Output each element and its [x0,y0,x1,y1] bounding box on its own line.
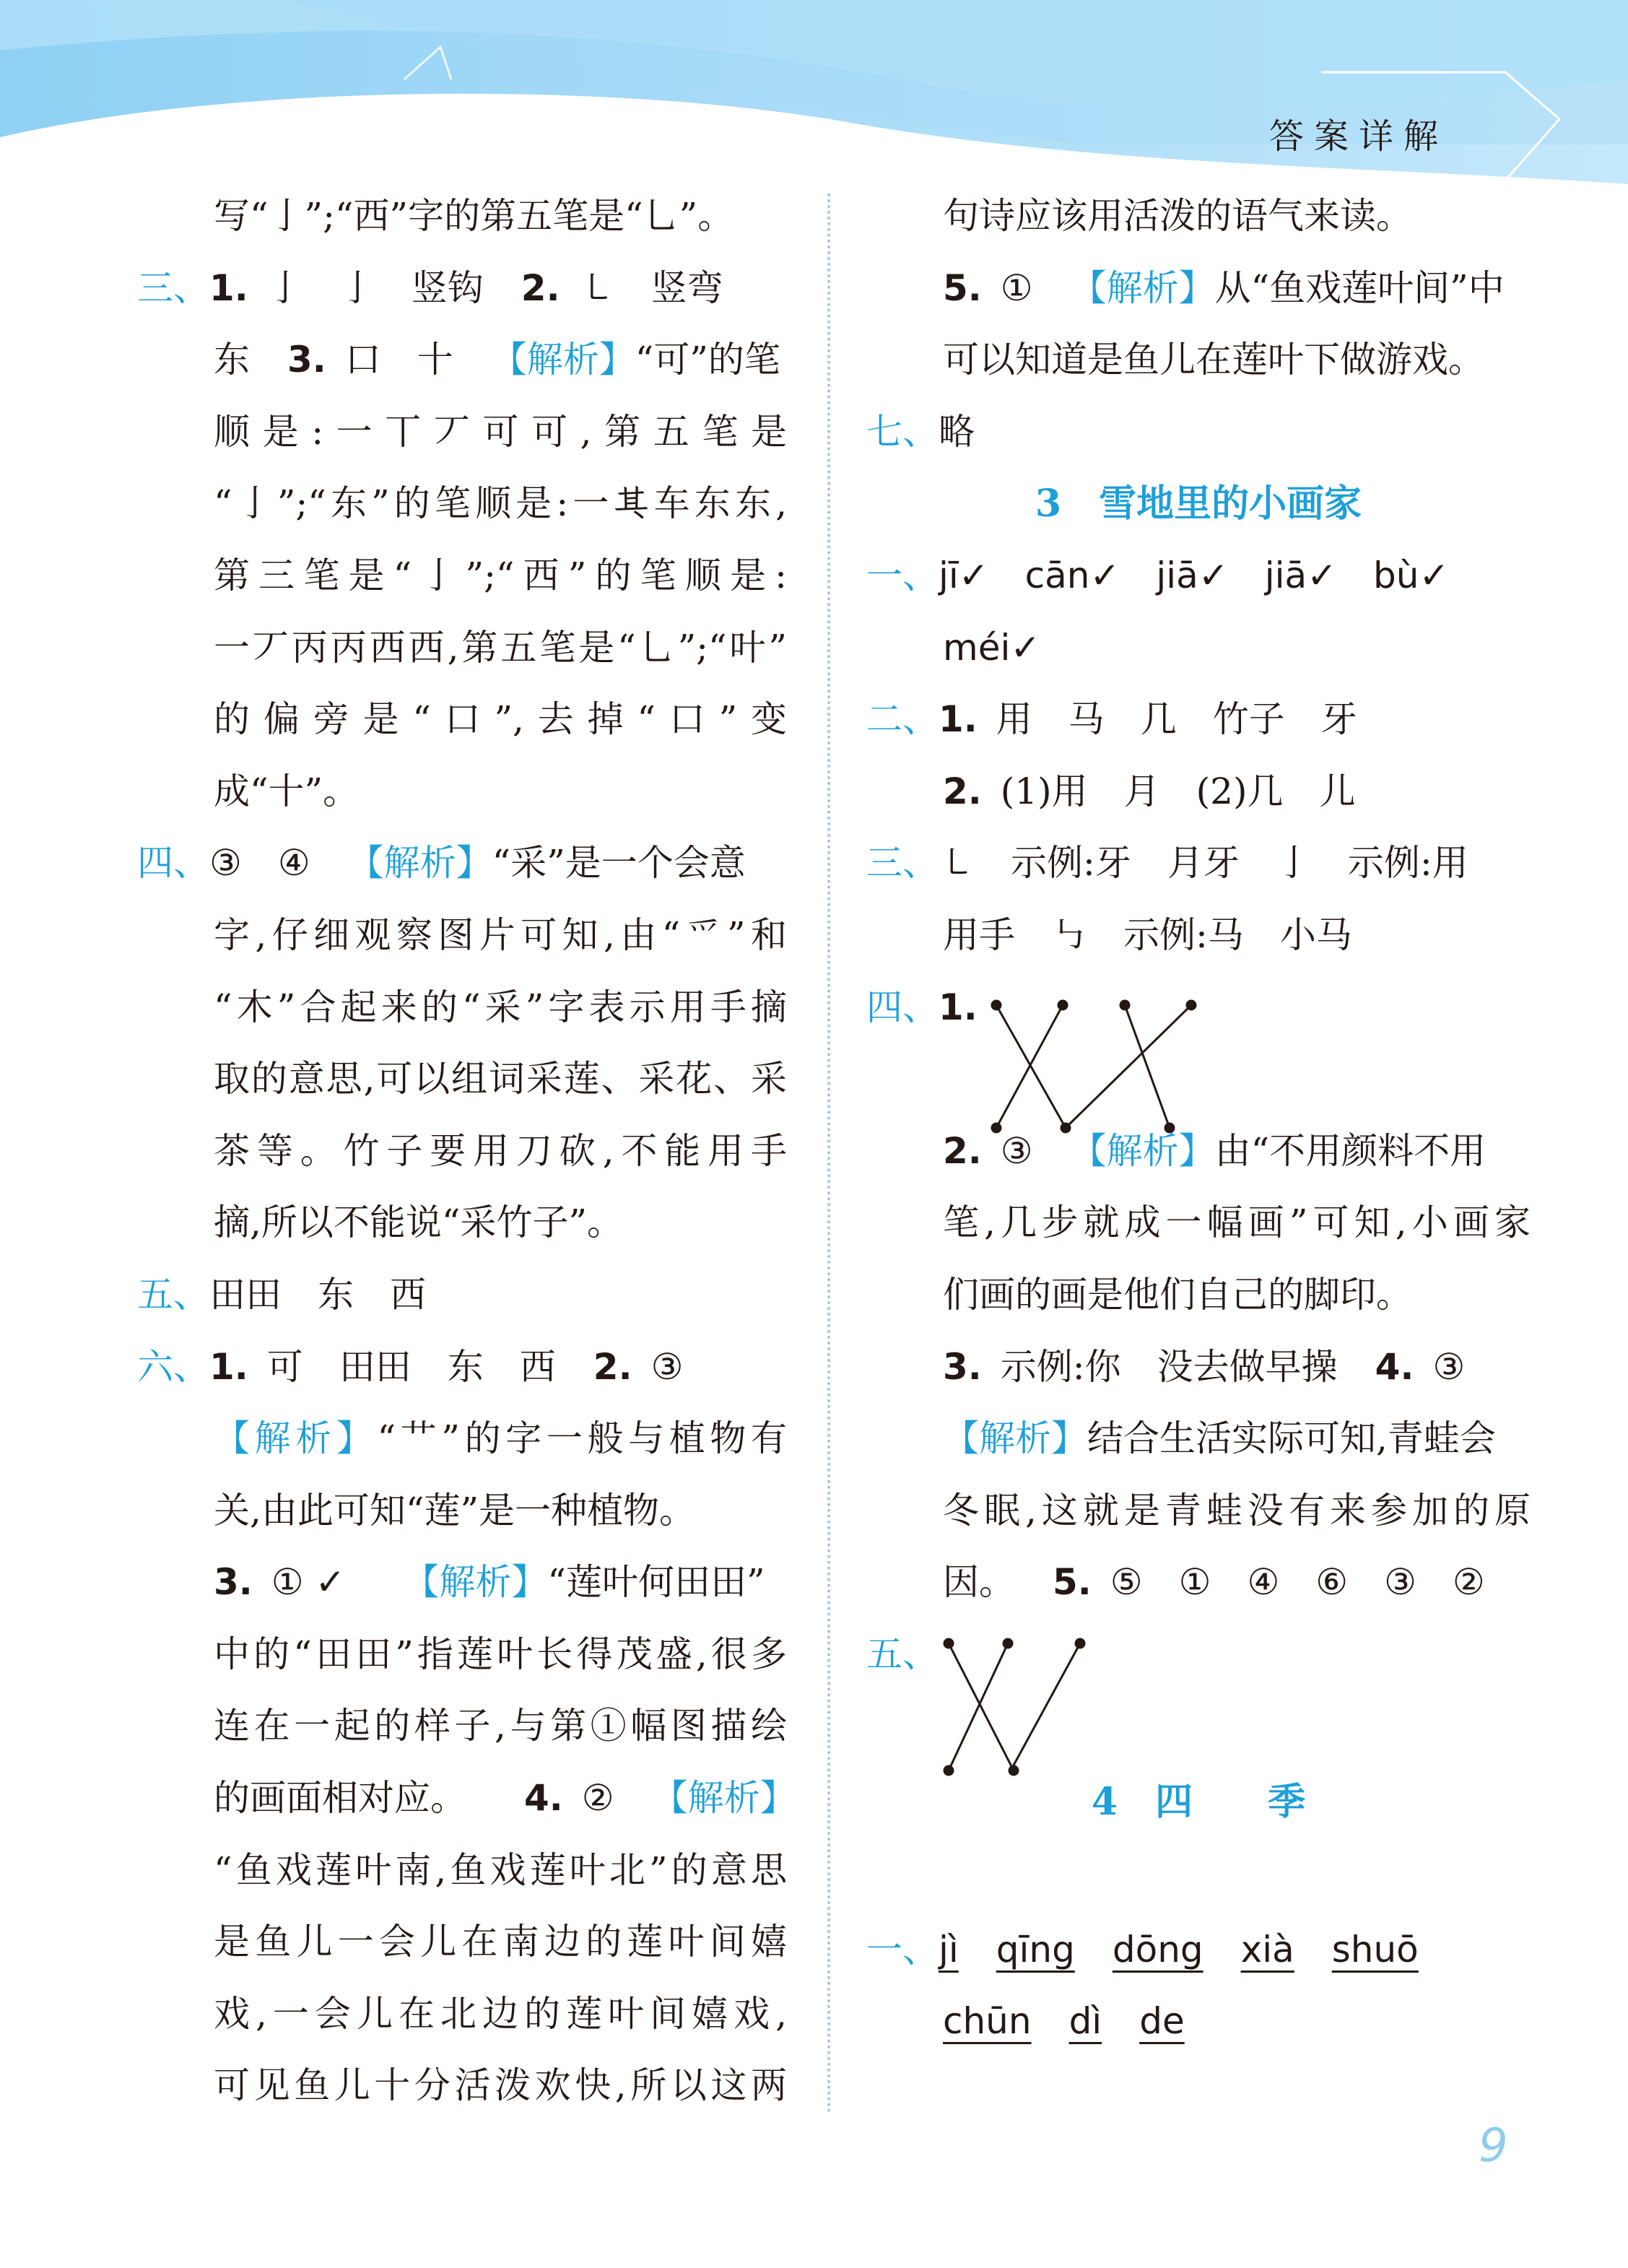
lesson-heading: 3 雪地里的小画家 [1035,482,1362,526]
item-number: 2. [943,770,982,812]
section-label: 五、 [866,1633,939,1675]
answer-text: ③ [1000,1129,1033,1172]
answer-text: 略 [939,410,975,453]
answer-text: (1)用 月 (2)几 儿 [1000,770,1356,812]
section-label: 七、 [866,410,939,453]
section-label: 五、 [137,1273,209,1316]
answer-text: ㇄ 竖弯 [578,266,723,309]
text-line: 冬眠,这就是青蛙没有来参加的原 [943,1489,1531,1531]
text-line [137,181,787,253]
section-label: 一、 [866,554,939,596]
answer-text: 由“不用颜料不用 [1214,1129,1486,1172]
answer-line [866,756,1531,828]
item-number: 3. [287,339,326,381]
text-line: 顺是:一丅丆可可,第五笔是 [214,410,787,453]
text-line: 的偏旁是“口”,去掉“口”变 [214,698,787,741]
analysis-label: 【解析】 [943,1417,1087,1460]
pinyin-answers: méi✓ [943,626,1041,669]
answer-text: 亅 亅 竖钩 [266,266,484,309]
answer-line [137,324,787,396]
text-line: 用手 ㇉ 示例:马 小马 [943,913,1352,956]
answer-line [866,1331,1531,1404]
answer-text: 因。 [943,1561,1015,1604]
section-label: 四、 [866,986,939,1028]
text-line: 摘,所以不能说“采竹子”。 [214,1202,624,1244]
section-label: 六、 [137,1345,209,1388]
right-column [866,181,1531,2058]
answer-line [866,972,1531,1044]
answer-line [137,253,787,325]
section-label: 二、 [866,698,939,741]
item-number: 3. [943,1345,982,1388]
answer-text: 结合生活实际可知,青蛙会 [1087,1417,1496,1460]
text-line: “亅”;“东”的笔顺是:一𠀪车东东, [214,482,787,525]
answer-line [137,1259,787,1331]
text-line: 成“十”。 [214,770,360,812]
item-number: 4. [524,1777,563,1820]
answer-text: ③ [1432,1345,1466,1388]
text-line: 是鱼儿一会儿在南边的莲叶间嬉 [214,1921,787,1963]
answer-text: “艹”的字一般与植物有 [377,1417,788,1460]
answer-line [866,684,1531,756]
text-line: “木”合起来的“采”字表示用手摘 [214,986,787,1028]
answer-text: ⑤ ① ④ ⑥ ③ ② [1110,1561,1485,1604]
answer-text: ㇄ 示例:牙 月牙 亅 示例:用 [939,842,1468,885]
answer-line [866,1619,1531,1691]
analysis-label: 【解析】 [214,1417,378,1460]
text-line: 关,由此可知“莲”是一种植物。 [214,1489,696,1531]
answer-line [137,1763,796,1835]
text-line: 可以知道是鱼儿在莲叶下做游戏。 [943,339,1484,381]
text-line: 第三笔是“亅”;“西”的笔顺是: [214,554,787,596]
text-line: 连在一起的样子,与第①幅图描绘 [214,1705,787,1747]
pinyin-answers: jī✓ cān✓ jiā✓ jiā✓ bù✓ [939,554,1450,596]
answer-line [866,1547,1531,1619]
analysis-label: 【解析】 [347,842,492,885]
answer-text: 的画面相对应。 [214,1777,466,1820]
answer-text: ① [1000,266,1033,309]
text-line: 茶等。竹子要用刀砍,不能用手 [214,1129,787,1172]
answer-line [866,540,1531,612]
answer-line [866,253,1531,325]
text-line: 句诗应该用活泼的语气来读。 [943,195,1412,237]
pinyin-blank: dì [1068,2000,1102,2043]
item-number: 5. [1053,1561,1092,1604]
item-number: 2. [593,1345,632,1388]
answer-text: 田田 东 西 [209,1273,426,1316]
text-line: 们画的画是他们自己的脚印。 [943,1273,1412,1316]
pinyin-row [866,1986,1531,2058]
pinyin-row [866,1914,1531,1986]
answer-text: “采”是一个会意 [492,842,746,885]
answer-text: ② [581,1777,614,1820]
answer-text: 口 十 [344,339,453,381]
answer-text: ① ✓ [271,1561,346,1604]
answer-line [137,1403,787,1475]
left-column [137,181,796,2122]
analysis-label: 【解析】 [1070,266,1215,309]
pinyin-blank: chūn [943,2000,1032,2043]
column-divider [827,194,830,2114]
answer-line [866,827,1531,900]
item-number: 2. [943,1129,982,1172]
pinyin-blank: de [1139,2000,1185,2043]
lesson-heading: 4 四 季 [1091,1780,1306,1825]
section-label: 一、 [866,1928,939,1971]
answer-text: ③ [650,1345,684,1388]
item-number: 1. [939,986,978,1028]
item-number: 1. [209,1345,248,1388]
analysis-label: 【解析】 [403,1561,548,1604]
answer-text: 写“亅”;“西”字的第五笔是“乚”。 [214,195,734,237]
text-line: 戏,一会儿在北边的莲叶间嬉戏, [214,1992,787,2035]
analysis-label: 【解析】 [490,339,635,381]
text-line: 字,仔细观察图片可知,由“爫”和 [214,913,787,956]
answer-text: 东 [214,339,250,381]
analysis-label: 【解析】 [651,1777,796,1820]
text-line: 可见鱼儿十分活泼欢快,所以这两 [214,2064,787,2107]
item-number: 1. [209,266,248,309]
text-line: “鱼戏莲叶南,鱼戏莲叶北”的意思 [214,1848,787,1891]
section-label: 三、 [137,266,209,309]
section-label: 三、 [866,842,939,885]
item-number: 4. [1375,1345,1414,1388]
answer-text: 从“鱼戏莲叶间”中 [1214,266,1505,309]
item-number: 2. [521,266,560,309]
pinyin-blank: jì [939,1928,959,1971]
header-banner [0,0,1628,195]
header-title: 答案详解 [1269,116,1449,157]
text-line: 取的意思,可以组词采莲、采花、采 [214,1058,787,1100]
answer-line [866,1116,1531,1188]
analysis-label: 【解析】 [1070,1129,1215,1172]
pinyin-blank: dōng [1112,1928,1203,1971]
answer-line [866,396,1531,469]
answer-text: 用 马 几 竹子 牙 [996,698,1357,741]
text-line: 一丆丙丙西西,第五笔是“乚”;“叶” [214,626,787,669]
item-number: 5. [943,266,982,309]
answer-line [866,1403,1531,1475]
text-line: 中的“田田”指莲叶长得茂盛,很多 [214,1633,787,1675]
answer-text: “可”的笔 [635,339,780,381]
pinyin-blank: xià [1240,1928,1294,1971]
item-number: 3. [214,1561,253,1604]
answer-text: ③ ④ [209,842,310,885]
page-number: 9 [1479,2119,1508,2173]
answer-line [137,827,787,900]
answer-line [137,1331,787,1404]
answer-text: 示例:你 没去做早操 [1000,1345,1338,1388]
answer-text: “莲叶何田田” [547,1561,765,1604]
text-line: 笔,几步就成一幅画”可知,小画家 [943,1202,1531,1244]
section-label: 四、 [137,842,209,885]
answer-text: 可 田田 东 西 [266,1345,556,1388]
answer-line [137,1547,787,1619]
pinyin-blank: shuō [1331,1928,1419,1971]
pinyin-blank: qīng [996,1928,1075,1971]
item-number: 1. [939,698,978,741]
